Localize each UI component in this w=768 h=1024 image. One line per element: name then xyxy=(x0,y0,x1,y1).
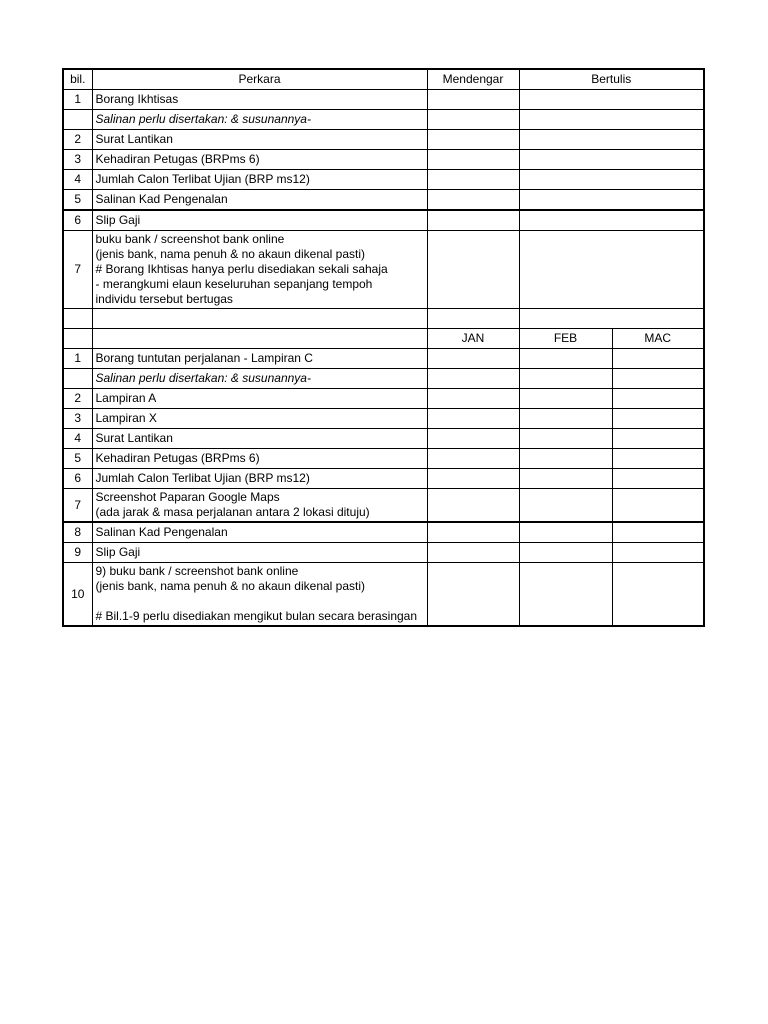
table-row xyxy=(63,469,704,489)
row-number: 4 xyxy=(63,429,92,449)
claim-checklist-table xyxy=(62,68,705,627)
table-row xyxy=(63,210,704,231)
row-item: Jumlah Calon Terlibat Ujian (BRP ms12) xyxy=(92,469,427,489)
table-row xyxy=(63,110,704,130)
row-item: Surat Lantikan xyxy=(92,130,427,150)
month-feb: FEB xyxy=(519,329,612,349)
check-feb xyxy=(519,489,612,523)
check-bertulis xyxy=(519,231,704,309)
check-mendengar xyxy=(427,210,519,231)
row-number: 10 xyxy=(63,563,92,627)
row-item: Salinan perlu disertakan: & susunannya- xyxy=(92,110,427,130)
month-mac: MAC xyxy=(612,329,704,349)
check-mendengar xyxy=(427,231,519,309)
row-item: Slip Gaji xyxy=(92,543,427,563)
check-mendengar xyxy=(427,90,519,110)
check-bertulis xyxy=(519,110,704,130)
check-jan xyxy=(427,469,519,489)
check-mac xyxy=(612,429,704,449)
row-item: buku bank / screenshot bank online (jenis bank, nama penuh & no akaun dikenal pasti) # Borang Ikhtisas hanya perlu disediakan sekali sahaja - merangkumi elaun keseluruhan sepanjang tempoh individu tersebut bertugas xyxy=(92,231,427,309)
table-row xyxy=(63,90,704,110)
table-row xyxy=(63,231,704,309)
check-jan xyxy=(427,429,519,449)
row-number: 6 xyxy=(63,469,92,489)
check-feb xyxy=(519,522,612,543)
table-row xyxy=(63,522,704,543)
check-mendengar xyxy=(427,190,519,211)
table-row xyxy=(63,369,704,389)
header-mendengar: Mendengar xyxy=(427,69,519,90)
row-item: Kehadiran Petugas (BRPms 6) xyxy=(92,150,427,170)
row-number xyxy=(63,110,92,130)
row-number: 3 xyxy=(63,409,92,429)
check-mendengar xyxy=(427,110,519,130)
header-perkara: Perkara xyxy=(92,69,427,90)
row-item: Borang tuntutan perjalanan - Lampiran C xyxy=(92,349,427,369)
header-row xyxy=(63,69,704,90)
check-jan xyxy=(427,563,519,627)
row-number: 7 xyxy=(63,489,92,523)
table-row xyxy=(63,389,704,409)
table-row xyxy=(63,170,704,190)
row-item: Lampiran A xyxy=(92,389,427,409)
month-header-blank xyxy=(63,329,92,349)
month-header-row xyxy=(63,329,704,349)
row-item: Screenshot Paparan Google Maps (ada jarak & masa perjalanan antara 2 lokasi dituju) xyxy=(92,489,427,523)
table-row xyxy=(63,409,704,429)
check-mendengar xyxy=(427,170,519,190)
check-mac xyxy=(612,489,704,523)
check-jan xyxy=(427,389,519,409)
row-number: 2 xyxy=(63,130,92,150)
table-row xyxy=(63,130,704,150)
check-jan xyxy=(427,409,519,429)
check-mac xyxy=(612,369,704,389)
check-bertulis xyxy=(519,150,704,170)
row-number: 5 xyxy=(63,449,92,469)
table-row xyxy=(63,563,704,627)
check-feb xyxy=(519,409,612,429)
table-row xyxy=(63,349,704,369)
check-feb xyxy=(519,429,612,449)
check-bertulis xyxy=(519,90,704,110)
row-number: 9 xyxy=(63,543,92,563)
check-jan xyxy=(427,489,519,523)
row-item: Kehadiran Petugas (BRPms 6) xyxy=(92,449,427,469)
row-item: 9) buku bank / screenshot bank online (jenis bank, nama penuh & no akaun dikenal pasti) # Bil.1-9 perlu disediakan mengikut bulan secara berasingan xyxy=(92,563,427,627)
table-row xyxy=(63,489,704,523)
check-feb xyxy=(519,389,612,409)
check-mac xyxy=(612,469,704,489)
table-row xyxy=(63,150,704,170)
spacer-row xyxy=(63,309,704,329)
check-bertulis xyxy=(519,190,704,211)
month-header-blank xyxy=(92,329,427,349)
row-number: 1 xyxy=(63,90,92,110)
row-item: Slip Gaji xyxy=(92,210,427,231)
row-number: 8 xyxy=(63,522,92,543)
table-row xyxy=(63,429,704,449)
check-mendengar xyxy=(427,130,519,150)
check-feb xyxy=(519,449,612,469)
check-feb xyxy=(519,369,612,389)
row-item: Salinan Kad Pengenalan xyxy=(92,522,427,543)
row-number: 4 xyxy=(63,170,92,190)
check-feb xyxy=(519,563,612,627)
check-mac xyxy=(612,349,704,369)
row-item: Lampiran X xyxy=(92,409,427,429)
check-mac xyxy=(612,563,704,627)
check-mac xyxy=(612,543,704,563)
row-number: 5 xyxy=(63,190,92,211)
check-jan xyxy=(427,349,519,369)
row-item: Salinan perlu disertakan: & susunannya- xyxy=(92,369,427,389)
check-bertulis xyxy=(519,210,704,231)
spacer-cell xyxy=(427,309,519,329)
table-row xyxy=(63,190,704,211)
row-item: Surat Lantikan xyxy=(92,429,427,449)
header-bertulis: Bertulis xyxy=(519,69,704,90)
row-number: 2 xyxy=(63,389,92,409)
table-row xyxy=(63,543,704,563)
header-bil: bil. xyxy=(63,69,92,90)
row-item: Jumlah Calon Terlibat Ujian (BRP ms12) xyxy=(92,170,427,190)
check-bertulis xyxy=(519,130,704,150)
spacer-cell xyxy=(63,309,92,329)
check-mac xyxy=(612,409,704,429)
check-jan xyxy=(427,543,519,563)
row-number: 6 xyxy=(63,210,92,231)
check-bertulis xyxy=(519,170,704,190)
row-number: 7 xyxy=(63,231,92,309)
check-mendengar xyxy=(427,150,519,170)
check-mac xyxy=(612,449,704,469)
check-feb xyxy=(519,349,612,369)
check-mac xyxy=(612,389,704,409)
row-number: 3 xyxy=(63,150,92,170)
spacer-cell xyxy=(92,309,427,329)
row-item: Salinan Kad Pengenalan xyxy=(92,190,427,211)
spacer-cell xyxy=(519,309,704,329)
check-feb xyxy=(519,469,612,489)
check-jan xyxy=(427,369,519,389)
row-item: Borang Ikhtisas xyxy=(92,90,427,110)
row-number xyxy=(63,369,92,389)
row-number: 1 xyxy=(63,349,92,369)
month-jan: JAN xyxy=(427,329,519,349)
table-row xyxy=(63,449,704,469)
check-jan xyxy=(427,449,519,469)
check-feb xyxy=(519,543,612,563)
check-mac xyxy=(612,522,704,543)
check-jan xyxy=(427,522,519,543)
